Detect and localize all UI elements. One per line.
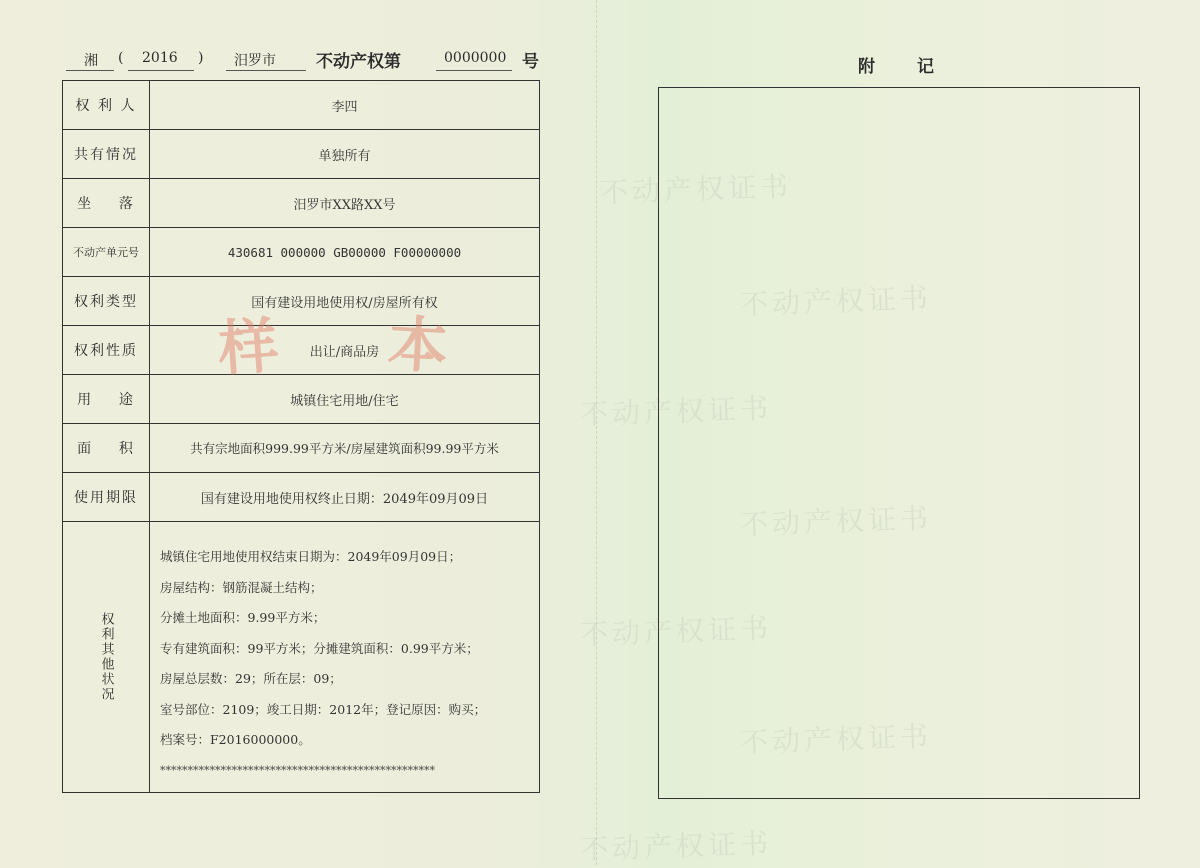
property-info-table bbox=[62, 80, 540, 793]
watermark-band: 不动产权证书 bbox=[739, 501, 933, 542]
sample-stamp-char: 本 bbox=[385, 309, 450, 383]
certificate-title: 不动产权第 bbox=[316, 52, 401, 72]
header-underline bbox=[66, 70, 114, 71]
paren-close: ) bbox=[198, 50, 204, 66]
watermark-band: 不动产权证书 bbox=[579, 391, 773, 432]
watermark-band: 不动产权证书 bbox=[579, 611, 773, 652]
header-underline bbox=[436, 70, 512, 71]
watermark-band: 不动产权证书 bbox=[579, 826, 773, 867]
table-row bbox=[63, 424, 539, 473]
row-value: 李四 bbox=[331, 99, 358, 115]
year: 2016 bbox=[142, 50, 178, 66]
row-value: 城镇住宅用地/住宅 bbox=[290, 393, 399, 409]
table-row bbox=[63, 326, 539, 375]
watermark-band: 不动产权证书 bbox=[599, 169, 793, 210]
other-status-line: 城镇住宅用地使用权结束日期为：2049年09月09日； bbox=[160, 549, 462, 564]
row-value: 单独所有 bbox=[318, 148, 371, 164]
row-label: 权 利 人 bbox=[63, 81, 150, 129]
certificate-number: 0000000 bbox=[444, 50, 507, 66]
other-status-row bbox=[63, 522, 539, 792]
row-label: 使用期限 bbox=[63, 473, 150, 521]
table-row bbox=[63, 179, 539, 228]
row-label: 坐 落 bbox=[63, 179, 150, 227]
other-status-content bbox=[160, 542, 486, 786]
other-status-line: 专有建筑面积：99平方米；分摊建筑面积：0.99平方米； bbox=[160, 640, 479, 656]
row-value: 共有宗地面积999.99平方米/房屋建筑面积99.99平方米 bbox=[190, 441, 499, 456]
table-row bbox=[63, 130, 539, 179]
other-status-line: 室号部位：2109；竣工日期：2012年；登记原因：购买； bbox=[160, 701, 487, 717]
number-suffix: 号 bbox=[522, 52, 539, 72]
header-underline bbox=[226, 70, 306, 71]
paren-open: ( bbox=[118, 50, 124, 66]
city: 汨罗市 bbox=[234, 53, 276, 69]
other-status-line: 档案号：F2016000000。 bbox=[160, 732, 311, 747]
other-status-line: 房屋总层数：29；所在层：09； bbox=[160, 671, 342, 686]
watermark-band: 不动产权证书 bbox=[739, 281, 933, 322]
appendix-box bbox=[658, 87, 1140, 799]
row-label: 权利类型 bbox=[63, 277, 150, 325]
table-row bbox=[63, 375, 539, 424]
province-abbr: 湘 bbox=[84, 53, 98, 69]
row-value: 出让/商品房 bbox=[309, 344, 380, 360]
table-row bbox=[63, 228, 539, 277]
table-row bbox=[63, 277, 539, 326]
sample-stamp-char: 样 bbox=[215, 310, 281, 385]
watermark-band: 不动产权证书 bbox=[739, 719, 933, 760]
row-label: 用 途 bbox=[63, 375, 150, 423]
row-value: 国有建设用地使用权终止日期：2049年09月09日 bbox=[200, 491, 489, 507]
other-status-line: 房屋结构：钢筋混凝土结构； bbox=[160, 579, 323, 595]
row-value: 国有建设用地使用权/房屋所有权 bbox=[251, 295, 438, 311]
other-status-end-marker: ************************************************** bbox=[160, 763, 435, 777]
row-label: 不动产单元号 bbox=[63, 228, 150, 276]
row-value: 430681 000000 GB00000 F00000000 bbox=[227, 244, 462, 260]
appendix-title: 附记 bbox=[858, 57, 976, 77]
row-value: 汨罗市XX路XX号 bbox=[293, 197, 396, 213]
table-row bbox=[63, 473, 539, 522]
header-underline bbox=[128, 70, 194, 71]
page-fold bbox=[596, 0, 599, 865]
row-label: 面 积 bbox=[63, 424, 150, 472]
other-status-line: 分摊土地面积：9.99平方米； bbox=[160, 610, 326, 625]
row-label: 共有情况 bbox=[63, 130, 150, 178]
table-row bbox=[63, 81, 539, 130]
row-label: 权利性质 bbox=[63, 326, 150, 374]
other-status-label: 权利其他状况 bbox=[63, 522, 150, 792]
